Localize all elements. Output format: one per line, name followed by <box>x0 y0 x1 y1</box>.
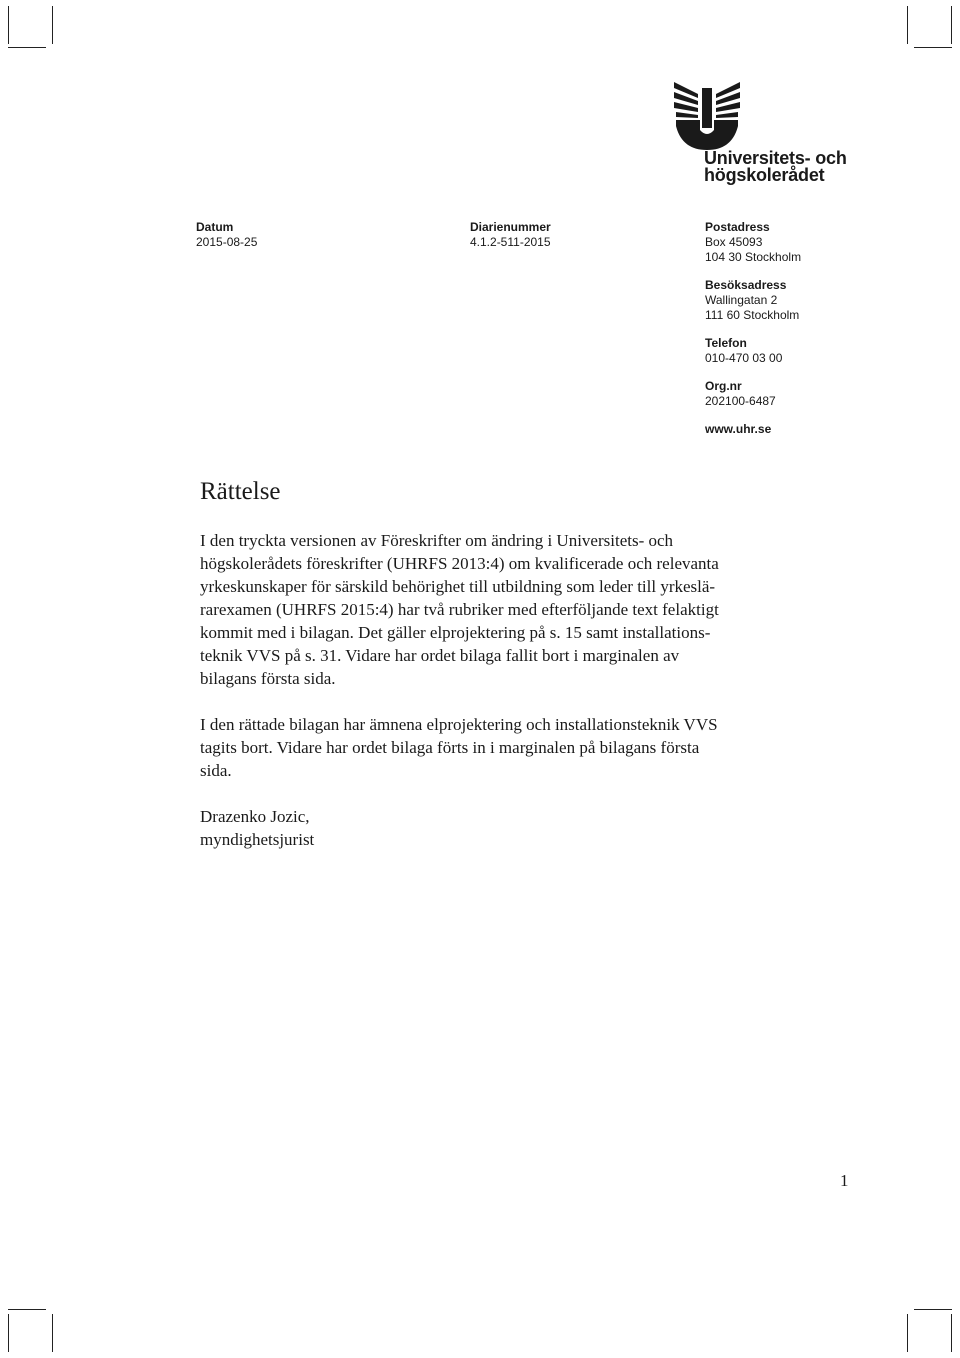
uhr-emblem-icon <box>672 78 742 150</box>
date-block <box>196 220 257 250</box>
date-label: Datum <box>196 220 234 234</box>
signature <box>200 805 760 851</box>
date-value: 2015-08-25 <box>196 235 258 249</box>
text-line: teknik VVS på s. 31. Vidare har ordet bilaga fallit bort i marginalen av <box>200 646 680 665</box>
postadress-line-1: Box 45093 <box>705 235 763 249</box>
logo-line-1: Universitets- och <box>704 148 847 168</box>
text-line: kommit med i bilagan. Det gäller elprojektering på s. 15 samt installations- <box>200 623 711 642</box>
crop-mark <box>907 1314 908 1352</box>
text-line: bilagans första sida. <box>200 669 336 688</box>
besoksadress-block <box>705 278 801 323</box>
postadress-line-2: 104 30 Stockholm <box>705 250 802 264</box>
diarienummer-value: 4.1.2-511-2015 <box>470 235 551 249</box>
crop-mark <box>8 6 9 44</box>
telefon-value: 010-470 03 00 <box>705 351 783 365</box>
postadress-label: Postadress <box>705 220 770 234</box>
crop-mark <box>951 6 952 44</box>
diarienummer-label: Diarienummer <box>470 220 551 234</box>
page-title: Rättelse <box>200 478 281 505</box>
text-line: rarexamen (UHRFS 2015:4) har två rubriker med efterföljande text felaktigt <box>200 600 719 619</box>
document-body <box>200 529 760 851</box>
uhr-wordmark <box>704 150 847 184</box>
text-line: I den rättade bilagan har ämnena elprojektering och installationsteknik VVS <box>200 715 718 734</box>
text-line: sida. <box>200 761 232 780</box>
crop-mark <box>8 1309 46 1310</box>
besoksadress-line-1: Wallingatan 2 <box>705 293 778 307</box>
signature-name: Drazenko Jozic, <box>200 807 310 826</box>
paragraph-1 <box>200 529 760 690</box>
text-line: yrkeskunskaper för särskild behörighet till utbildning som leder till yrkeslä- <box>200 577 716 596</box>
orgnr-label: Org.nr <box>705 379 742 393</box>
postadress-block <box>705 220 801 265</box>
crop-mark <box>914 1309 952 1310</box>
diarienummer-block <box>470 220 551 250</box>
crop-mark <box>8 47 46 48</box>
crop-mark <box>951 1314 952 1352</box>
text-line: högskolerådets föreskrifter (UHRFS 2013:4) om kvalificerade och relevanta <box>200 554 719 573</box>
crop-mark <box>914 47 952 48</box>
signature-title: myndighetsjurist <box>200 830 315 849</box>
crop-mark <box>52 6 53 44</box>
text-line: tagits bort. Vidare har ordet bilaga förts in i marginalen på bilagans första <box>200 738 700 757</box>
crop-mark <box>8 1314 9 1352</box>
page-number: 1 <box>840 1171 849 1190</box>
paragraph-2 <box>200 713 760 782</box>
crop-mark <box>907 6 908 44</box>
logo-line-2: högskolerådet <box>704 165 825 185</box>
orgnr-value: 202100-6487 <box>705 394 776 408</box>
crop-mark <box>52 1314 53 1352</box>
telefon-label: Telefon <box>705 336 747 350</box>
besoksadress-line-2: 111 60 Stockholm <box>705 308 800 322</box>
address-column <box>705 220 801 437</box>
website-link[interactable]: www.uhr.se <box>705 422 772 436</box>
orgnr-block <box>705 379 801 409</box>
text-line: I den tryckta versionen av Föreskrifter om ändring i Universitets- och <box>200 531 674 550</box>
besoksadress-label: Besöksadress <box>705 278 787 292</box>
telefon-block <box>705 336 801 366</box>
